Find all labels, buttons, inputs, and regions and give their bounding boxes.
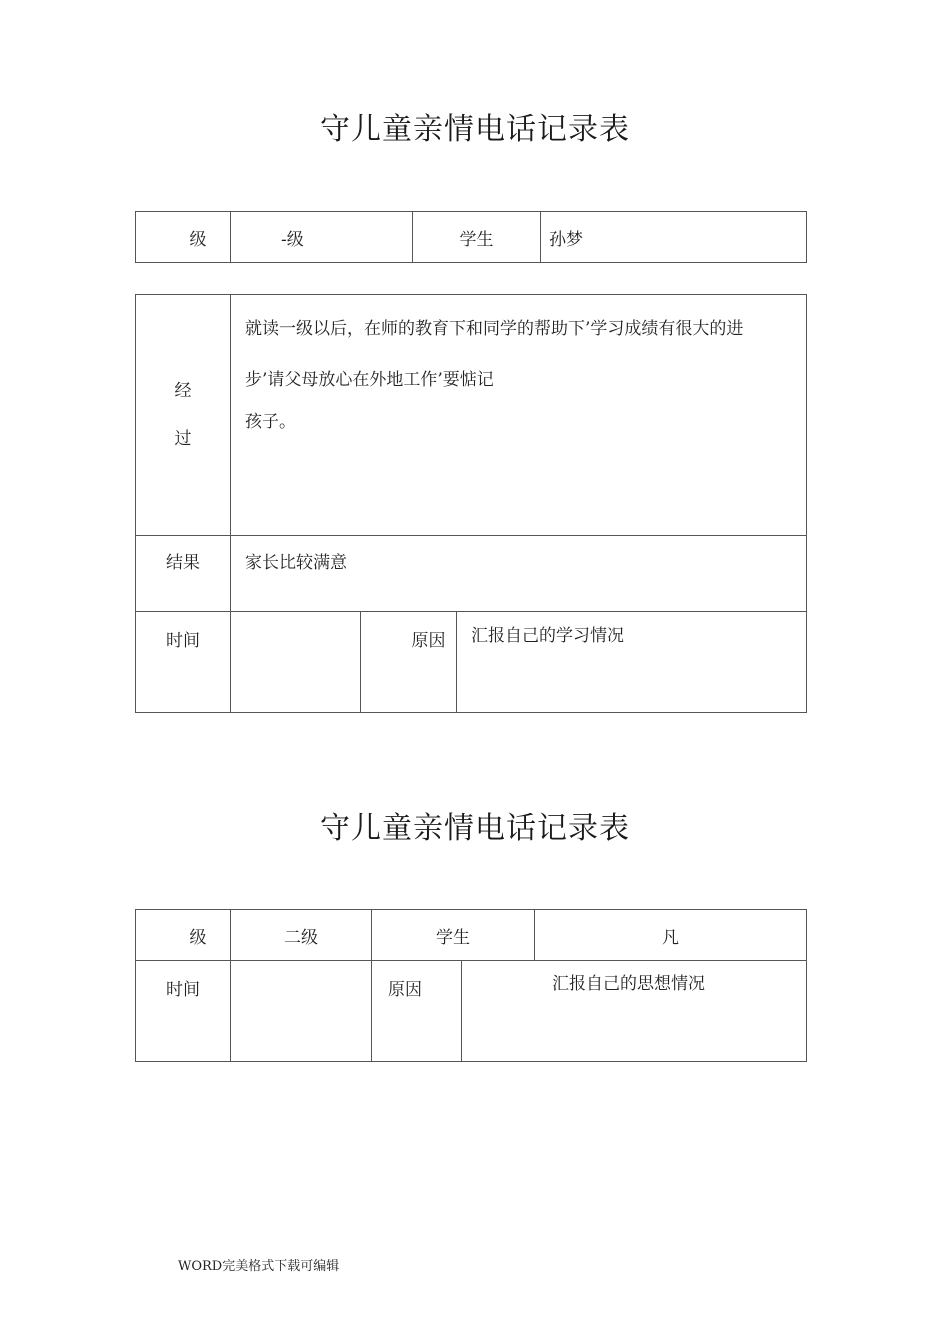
result-value: 家长比较满意: [231, 536, 807, 612]
table-row: [136, 612, 807, 713]
grade-value: 二级: [231, 910, 372, 961]
reason-value: 汇报自己的思想情况: [462, 961, 807, 1062]
table-row: [136, 910, 807, 961]
form1-title: 守儿童亲情电话记录表: [320, 112, 630, 147]
grade-label: 级: [136, 212, 231, 263]
form1-detail-table: [135, 294, 807, 713]
reason-value: 汇报自己的学习情况: [457, 612, 807, 713]
table-row: [136, 212, 807, 263]
process-label-char-2: 过: [174, 429, 192, 449]
process-label-char-1: 经: [174, 381, 192, 401]
student-value: 孙梦: [541, 212, 807, 263]
process-line-3: 孩子。: [245, 412, 296, 432]
reason-label: 原因: [372, 961, 462, 1062]
time-label: 时间: [136, 612, 231, 713]
table-row: [136, 961, 807, 1062]
time-label: 时间: [136, 961, 231, 1062]
student-label: 学生: [413, 212, 541, 263]
result-label: 结果: [136, 536, 231, 612]
table-row: [136, 295, 807, 536]
form2-table: [135, 909, 807, 1062]
time-value: [231, 612, 361, 713]
student-value: 凡: [535, 910, 807, 961]
student-label: 学生: [372, 910, 535, 961]
time-value: [231, 961, 372, 1062]
process-line-1: 就读一级以后，在师的教育下和同学的帮助下’学习成绩有很大的进: [245, 319, 744, 339]
footer-note: WORD完美格式下载可编辑: [178, 1259, 340, 1274]
form2-title: 守儿童亲情电话记录表: [320, 811, 630, 846]
reason-label: 原因: [361, 612, 457, 713]
table-row: [136, 536, 807, 612]
process-line-2: 步’请父母放心在外地工作’要惦记: [245, 370, 494, 390]
grade-label: 级: [136, 910, 231, 961]
grade-value: -级: [231, 212, 413, 263]
process-text: [231, 295, 807, 536]
form1-header-table: [135, 211, 807, 263]
process-label: [136, 295, 231, 536]
